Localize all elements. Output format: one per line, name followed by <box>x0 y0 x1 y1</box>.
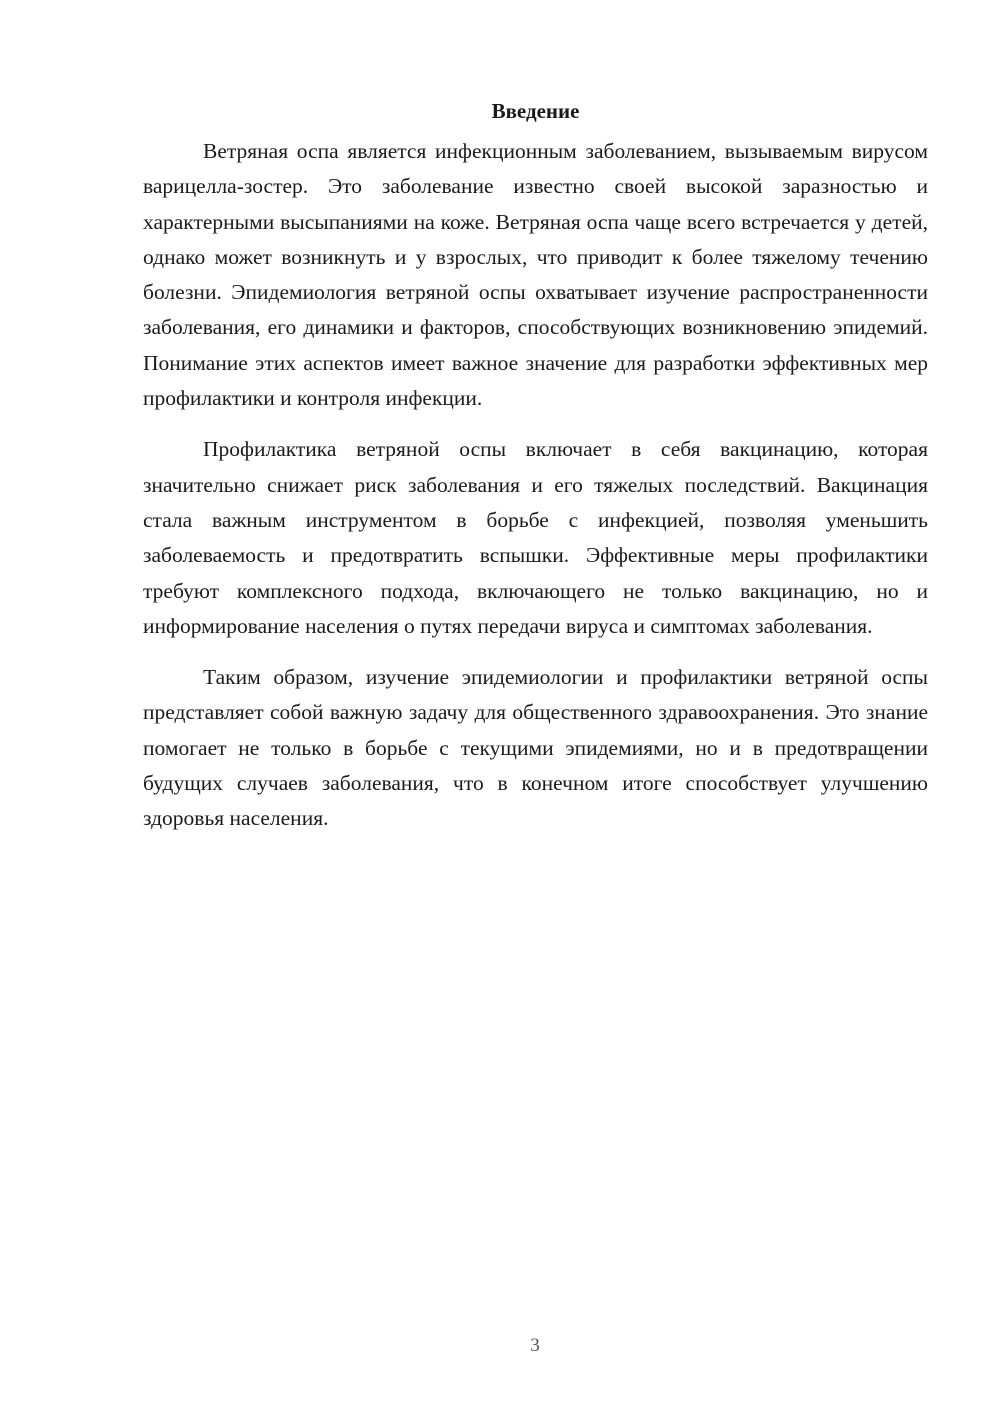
paragraph-prevention: Профилактика ветряной оспы включает в себя вакцинацию, которая значительно снижает риск заболевания и его тяжелых последствий. Вакцинация стала важным инструментом в борьбе с инфекцией, позволяя уменьшить заболеваемость и предотвратить вспышки. Эффективные меры профилактики требуют комплексного подхода, включающего не только вакцинацию, но и информирование населения о путях передачи вируса и симптомах заболевания. <box>143 437 928 638</box>
page-number: 3 <box>530 1335 540 1356</box>
paragraph-conclusion: Таким образом, изучение эпидемиологии и профилактики ветряной оспы представляет собой важную задачу для общественного здравоохранения. Это знание помогает не только в борьбе с текущими эпидемиями, но и в предотвращении будущих случаев заболевания, что в конечном итоге способствует улучшению здоровья населения. <box>143 665 928 831</box>
page-content <box>143 96 928 853</box>
section-title: Введение <box>491 99 580 123</box>
paragraph-intro: Ветряная оспа является инфекционным заболеванием, вызываемым вирусом варицелла-зостер. Это заболевание известно своей высокой заразностью и характерными высыпаниями на коже. Ветряная оспа чаще всего встречается у детей, однако может возникнуть и у взрослых, что приводит к более тяжелому течению болезни. Эпидемиология ветряной оспы охватывает изучение распространенности заболевания, его динамики и факторов, способствующих возникновению эпидемий. Понимание этих аспектов имеет важное значение для разработки эффективных мер профилактики и контроля инфекции. <box>143 139 928 411</box>
